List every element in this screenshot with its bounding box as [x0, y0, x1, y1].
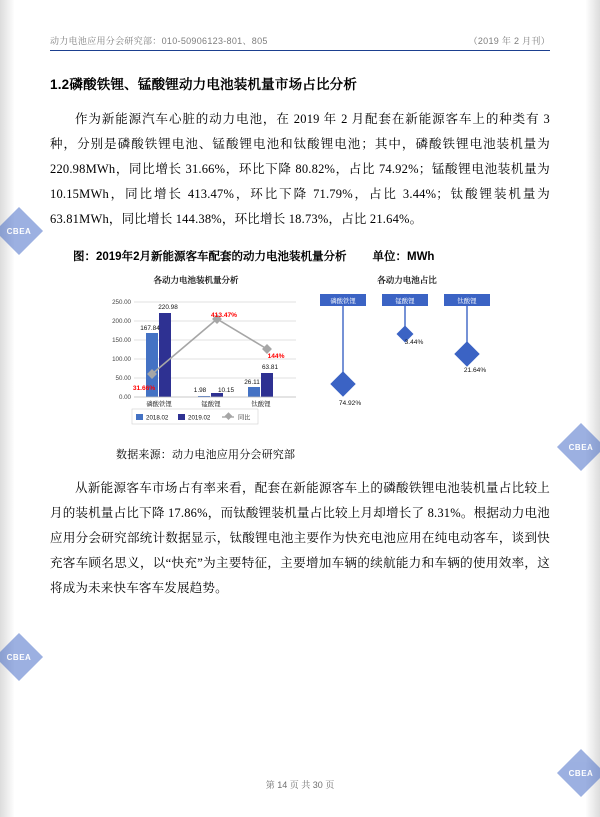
svg-text:74.92%: 74.92%	[338, 400, 362, 407]
svg-text:钛酸锂: 钛酸锂	[251, 401, 271, 408]
svg-text:锰酸锂: 锰酸锂	[395, 297, 415, 305]
watermark-diamond	[0, 207, 43, 255]
watermark-label: CBEA	[568, 442, 594, 452]
svg-text:磷酸铁锂: 磷酸铁锂	[330, 297, 356, 305]
svg-text:2018.02: 2018.02	[146, 414, 169, 422]
svg-text:200.00: 200.00	[112, 318, 131, 325]
share-chart-title: 各动力电池占比	[377, 275, 437, 285]
svg-text:1.98: 1.98	[193, 387, 207, 394]
svg-text:31.66%: 31.66%	[132, 385, 156, 392]
watermark-diamond	[557, 423, 600, 471]
svg-text:0.00: 0.00	[118, 394, 131, 401]
svg-text:2019.02: 2019.02	[188, 414, 211, 422]
svg-text:100.00: 100.00	[112, 356, 131, 363]
page-right-edge-shadow	[586, 0, 600, 817]
figure-source: 数据来源：动力电池应用分会研究部	[116, 449, 296, 461]
svg-text:413.47%: 413.47%	[210, 312, 238, 319]
bar-chart-svg	[90, 288, 302, 438]
watermark-label: CBEA	[568, 768, 594, 778]
bar-chart-title: 各动力电池装机量分析	[153, 275, 239, 285]
share-chart-plot	[304, 288, 510, 440]
svg-text:3.44%: 3.44%	[404, 339, 424, 346]
svg-text:锰酸锂: 锰酸锂	[201, 401, 221, 408]
figure-chart-area	[90, 272, 510, 440]
figure-unit: 单位：MWh	[372, 251, 435, 263]
figure-caption-text: 图：2019年2月新能源客车配套的动力电池装机量分析	[73, 251, 347, 263]
share-chart-svg	[304, 288, 510, 438]
svg-text:250.00: 250.00	[112, 299, 131, 306]
watermark-label: CBEA	[6, 652, 32, 662]
watermark-label: CBEA	[6, 226, 32, 236]
svg-text:63.81: 63.81	[262, 364, 278, 371]
svg-text:144%: 144%	[267, 353, 285, 360]
svg-text:150.00: 150.00	[112, 337, 131, 344]
paragraph-1: 作为新能源汽车心脏的动力电池，在 2019 年 2 月配套在新能源客车上的种类有 3 种，分别是磷酸铁锂电池、锰酸锂电池和钛酸锂电池；其中，磷酸铁锂电池装机量为 220.98MWh，同比增长 31.66%，环比下降 80.82%，占比 74.92%；锰酸锂电池装机量为 10.15MWh，同比增长 413.47%，环比下降 71.79%，占比 3.44%；钛酸锂装机量为 63.81MWh，同比增长 144.38%，环比增长 18.73%，占比 21.64%。	[50, 112, 550, 226]
watermark-diamond	[0, 633, 43, 681]
svg-text:26.11: 26.11	[244, 379, 260, 386]
svg-text:167.84: 167.84	[140, 325, 160, 332]
page-content	[50, 0, 550, 817]
svg-text:220.98: 220.98	[158, 304, 178, 311]
svg-text:磷酸铁锂: 磷酸铁锂	[146, 401, 172, 408]
svg-text:同比: 同比	[238, 414, 251, 422]
bar-chart	[90, 272, 302, 440]
svg-text:50.00: 50.00	[115, 375, 131, 382]
share-chart	[304, 272, 510, 440]
page-left-edge-shadow	[0, 0, 14, 817]
svg-text:钛酸锂: 钛酸锂	[457, 297, 477, 305]
svg-text:10.15: 10.15	[218, 387, 234, 394]
page-title: 1.2磷酸铁锂、锰酸锂动力电池装机量市场占比分析	[50, 77, 358, 92]
svg-text:21.64%: 21.64%	[463, 367, 487, 374]
header-divider	[50, 50, 550, 51]
figure-caption	[50, 248, 550, 264]
header-issue: （2019 年 2 月刊）	[468, 36, 550, 46]
bar-chart-plot	[90, 288, 302, 440]
page-header	[50, 0, 550, 47]
paragraph-2: 从新能源客车市场占有率来看，配套在新能源客车上的磷酸铁锂电池装机量占比较上月的装机量占比下降 17.86%，而钛酸锂装机量占比较上月却增长了 8.31%。根据动力电池应用分会研究部统计数据显示，钛酸锂电池主要作为快充电池应用在纯电动客车，谈到快充客车顾名思义，以“快充”为主要特征，主要增加车辆的续航能力和车辆的使用效率，这将成为未来快车客车发展趋势。	[50, 481, 550, 595]
header-contact: 动力电池应用分会研究部：010-50906123-801、805	[50, 36, 268, 46]
page-footer: 第 14 页 共 30 页	[265, 780, 335, 790]
